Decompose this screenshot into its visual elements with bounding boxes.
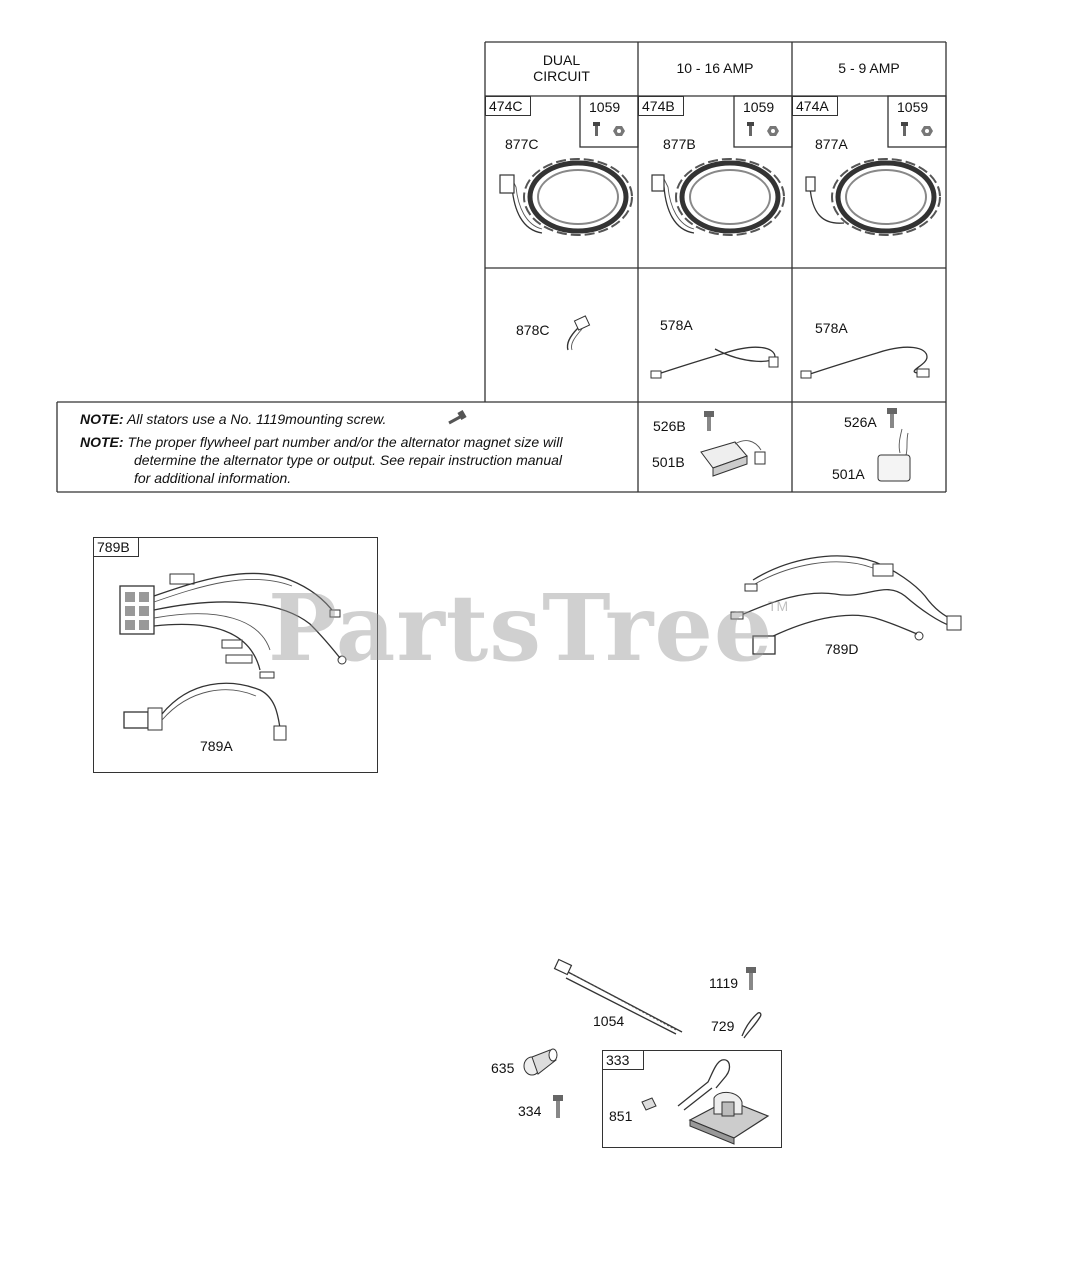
lead-label-877c: 877C (505, 136, 539, 152)
screw-icon (445, 410, 469, 426)
header-line1: 10 - 16 AMP (676, 60, 754, 76)
header-line1: DUAL (542, 52, 581, 68)
note-1 (80, 410, 386, 428)
stator-tag-474b: 474B (638, 96, 684, 116)
bolt-label-526a: 526A (844, 414, 877, 430)
stator-tag-474c: 474C (485, 96, 531, 116)
stator-ring-icon (644, 135, 784, 245)
clip-label-729: 729 (711, 1018, 735, 1034)
regulator-label-501a: 501A (832, 466, 865, 482)
elbow-label-635: 635 (491, 1060, 515, 1076)
note-text: All stators use a No. 1119mounting screw. (126, 411, 387, 427)
bolt-label-334: 334 (518, 1103, 542, 1119)
stator-ring-icon (798, 135, 938, 245)
harness-label-789d: 789D (825, 641, 859, 657)
header-5-9-amp (792, 60, 946, 76)
note-2-cont2: for additional information. (134, 470, 292, 486)
screw-tag-1059: 1059 (743, 99, 775, 115)
stator-ring-icon (492, 135, 632, 245)
lead-label-877b: 877B (663, 136, 696, 152)
bolt-icon (551, 1094, 565, 1120)
screw-tag-1059: 1059 (897, 99, 929, 115)
lead-label-877a: 877A (815, 136, 848, 152)
screw-label-1119: 1119 (709, 975, 739, 991)
note-2-cont1: determine the alternator type or output. See repair instruction manual (134, 452, 563, 468)
harness-label-878c: 878C (516, 322, 550, 338)
header-10-16-amp (638, 60, 792, 76)
note-text: The proper flywheel part number and/or the alternator magnet size will (127, 434, 563, 450)
stator-tag-474a: 474A (792, 96, 838, 116)
wire-harness-icon (645, 335, 785, 385)
clip-label-851: 851 (609, 1108, 633, 1124)
clip-icon (738, 1010, 764, 1040)
screw-icon (744, 966, 758, 992)
regulator-label-501b: 501B (652, 454, 685, 470)
note-prefix: NOTE: (80, 434, 124, 450)
ignition-coil-icon (638, 1054, 778, 1146)
harness-label-578a: 578A (815, 320, 848, 336)
watermark-tm: TM (768, 598, 789, 614)
header-line2: CIRCUIT (533, 68, 590, 84)
harness-label-789a: 789A (200, 738, 233, 754)
harness-tag-789b: 789B (93, 537, 139, 557)
note-2 (80, 433, 562, 451)
wire-harness-icon (797, 335, 937, 385)
screw-tag-1059: 1059 (589, 99, 621, 115)
tie-label-1054: 1054 (593, 1013, 625, 1029)
header-line1: 5 - 9 AMP (838, 60, 900, 76)
coil-tag-333: 333 (602, 1050, 644, 1070)
bolt-label-526b: 526B (653, 418, 686, 434)
regulator-icon (872, 425, 922, 485)
connector-lead-icon (560, 312, 600, 352)
elbow-icon (522, 1046, 562, 1080)
note-prefix: NOTE: (80, 411, 124, 427)
regulator-icon (695, 430, 775, 480)
header-dual-circuit (485, 52, 638, 84)
watermark-text: PartsTree (268, 574, 774, 682)
harness-label-578a: 578A (660, 317, 693, 333)
